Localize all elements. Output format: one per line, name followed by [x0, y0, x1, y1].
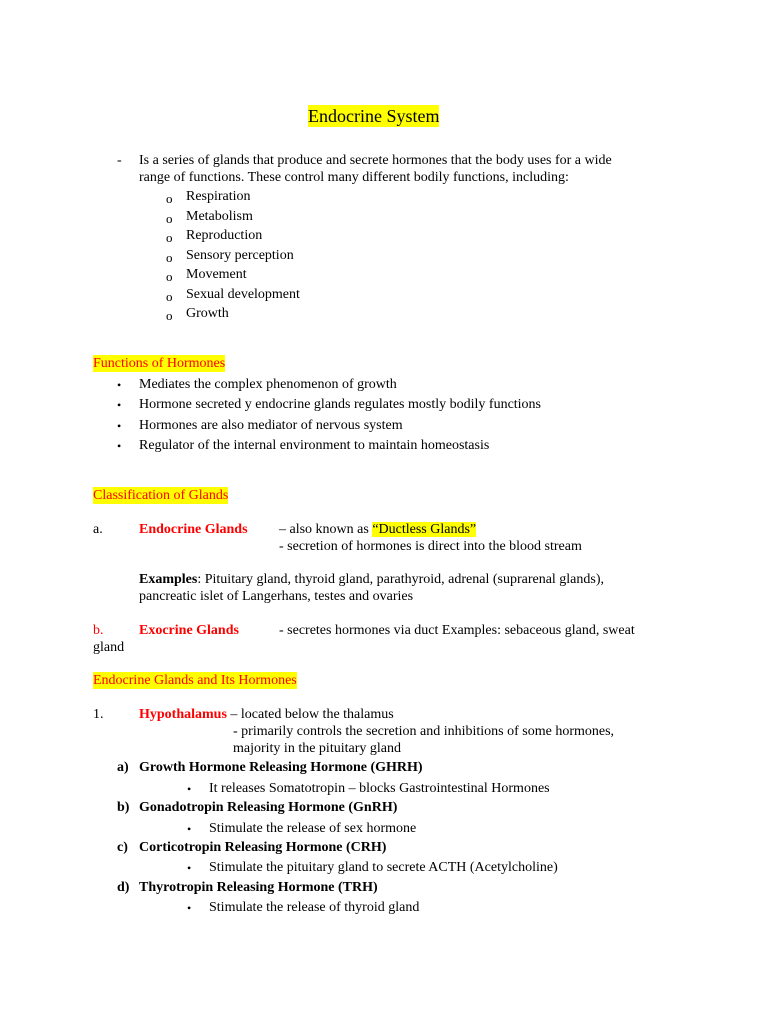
endocrine-glands-aka: – also known as — [279, 522, 373, 537]
gland-a-marker: a. — [93, 522, 103, 537]
sub-marker: b) — [117, 800, 130, 815]
intro-item: Metabolism — [186, 209, 253, 224]
function-item: Hormone secreted y endocrine glands regulates mostly bodily functions — [139, 397, 542, 412]
examples-line-1 — [139, 571, 604, 588]
page-title: Endocrine System — [308, 106, 440, 126]
exocrine-glands-desc-cont: gland — [93, 640, 125, 655]
bullet-icon: • — [117, 378, 122, 392]
intro-item: Sexual development — [186, 287, 300, 302]
ductless-glands-quote: “Ductless Glands” — [372, 522, 477, 537]
exocrine-glands-label: Exocrine Glands — [139, 623, 239, 638]
hormone-name: Thyrotropin Releasing Hormone (TRH) — [139, 880, 378, 895]
hypothalamus-label: Hypothalamus — [139, 707, 227, 722]
endocrine-glands-desc — [279, 521, 476, 538]
examples-label: Examples — [139, 572, 198, 587]
hormone-point: Stimulate the release of thyroid gland — [209, 900, 420, 915]
examples-text: : Pituitary gland, thyroid gland, parathyroid, adrenal (suprarenal glands), — [197, 572, 605, 587]
bullet-icon: • — [117, 398, 122, 412]
exocrine-glands-desc: - secretes hormones via duct Examples: sebaceous gland, sweat — [279, 623, 635, 638]
intro-item: Movement — [186, 267, 247, 282]
sub-marker: c) — [117, 840, 128, 855]
intro-item: Growth — [186, 306, 229, 321]
function-item: Mediates the complex phenomenon of growth — [139, 377, 397, 392]
function-item: Regulator of the internal environment to maintain homeostasis — [139, 438, 490, 453]
circle-bullet-icon: o — [166, 250, 173, 265]
classification-heading: Classification of Glands — [93, 488, 229, 503]
examples-line-2: pancreatic islet of Langerhans, testes and ovaries — [139, 589, 414, 604]
bullet-icon: • — [187, 822, 192, 836]
sub-marker: d) — [117, 880, 130, 895]
bullet-icon: • — [187, 901, 192, 915]
hormone-name: Growth Hormone Releasing Hormone (GHRH) — [139, 760, 423, 775]
glands-heading: Endocrine Glands and Its Hormones — [93, 673, 297, 688]
gland-number: 1. — [93, 707, 104, 722]
hypothalamus-desc: – located below the thalamus — [226, 707, 394, 722]
circle-bullet-icon: o — [166, 269, 173, 284]
bullet-icon: • — [187, 861, 192, 875]
bullet-icon: • — [117, 419, 122, 433]
functions-heading: Functions of Hormones — [93, 356, 226, 371]
hormone-name: Corticotropin Releasing Hormone (CRH) — [139, 840, 387, 855]
hormone-point: Stimulate the release of sex hormone — [209, 821, 417, 836]
bullet-icon: • — [187, 782, 192, 796]
intro-item: Reproduction — [186, 228, 263, 243]
intro-dash: - — [117, 153, 122, 168]
hypothalamus-line — [139, 706, 394, 723]
hormone-point: Stimulate the pituitary gland to secrete ACTH (Acetylcholine) — [209, 860, 558, 875]
bullet-icon: • — [117, 439, 122, 453]
intro-line-1: Is a series of glands that produce and secrete hormones that the body uses for a wide — [139, 153, 612, 168]
circle-bullet-icon: o — [166, 191, 173, 206]
circle-bullet-icon: o — [166, 289, 173, 304]
circle-bullet-icon: o — [166, 230, 173, 245]
circle-bullet-icon: o — [166, 211, 173, 226]
hormone-name: Gonadotropin Releasing Hormone (GnRH) — [139, 800, 398, 815]
intro-item: Respiration — [186, 189, 251, 204]
endocrine-glands-label: Endocrine Glands — [139, 522, 248, 537]
sub-marker: a) — [117, 760, 129, 775]
endocrine-glands-secretion: - secretion of hormones is direct into the blood stream — [279, 539, 582, 554]
hypothalamus-desc-3: majority in the pituitary gland — [233, 741, 401, 756]
gland-b-marker: b. — [93, 623, 104, 638]
function-item: Hormones are also mediator of nervous system — [139, 418, 403, 433]
hypothalamus-desc-2: - primarily controls the secretion and inhibitions of some hormones, — [233, 724, 615, 739]
intro-line-2: range of functions. These control many different bodily functions, including: — [139, 170, 569, 185]
intro-item: Sensory perception — [186, 248, 294, 263]
hormone-point: It releases Somatotropin – blocks Gastrointestinal Hormones — [209, 781, 550, 796]
circle-bullet-icon: o — [166, 308, 173, 323]
